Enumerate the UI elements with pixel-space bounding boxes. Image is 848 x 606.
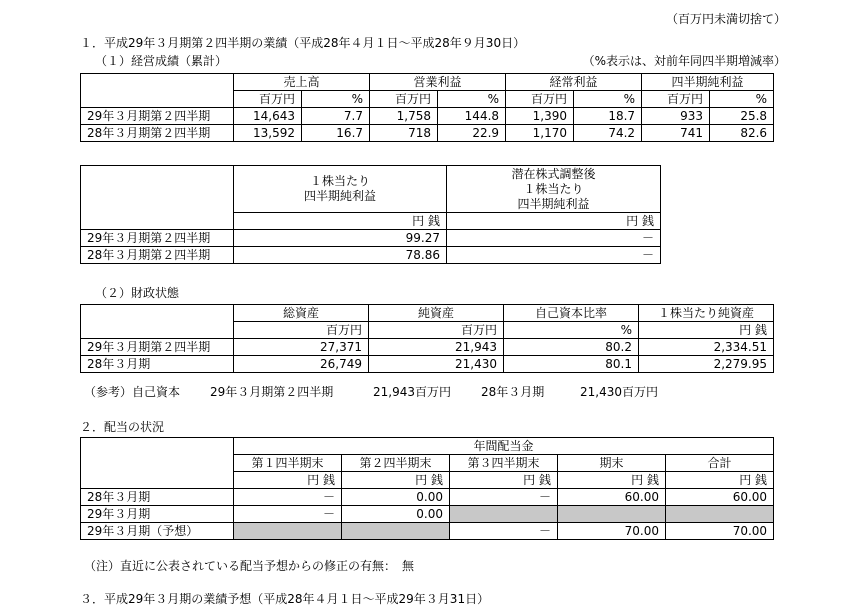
value-cell: 22.9 xyxy=(438,125,506,142)
sub1-title: （１）経営成績（累計） xyxy=(95,54,228,68)
value-cell: 78.86 xyxy=(234,247,447,264)
shaded-cell xyxy=(558,506,666,523)
header-total-assets: 総資産 xyxy=(234,305,369,322)
value-cell: － xyxy=(450,523,558,540)
unit-cell: % xyxy=(574,91,642,108)
unit-cell: 円 銭 xyxy=(234,472,342,489)
row-label: 28年３月期 xyxy=(81,356,234,373)
dividend-table xyxy=(80,437,774,540)
corner-cell xyxy=(81,322,234,339)
section2-title: ２．配当の状況 xyxy=(80,420,165,434)
unit-cell: 百万円 xyxy=(234,91,302,108)
value-cell: 14,643 xyxy=(234,108,302,125)
value-cell: 60.00 xyxy=(558,489,666,506)
value-cell: 70.00 xyxy=(558,523,666,540)
dividend-note: （注）直近に公表されている配当予想からの修正の有無： 無 xyxy=(84,559,415,573)
value-cell: 80.1 xyxy=(504,356,639,373)
shaded-cell xyxy=(666,506,774,523)
header-annual-dividend: 年間配当金 xyxy=(234,438,774,455)
section1-title: １．平成29年３月期第２四半期の業績（平成28年４月１日～平成28年９月30日） xyxy=(80,36,526,50)
section3-title: ３．平成29年３月期の業績予想（平成28年４月１日～平成29年３月31日） xyxy=(80,592,490,606)
row-label: 29年３月期第２四半期 xyxy=(81,108,234,125)
value-cell: 2,334.51 xyxy=(639,339,774,356)
unit-cell: 百万円 xyxy=(369,322,504,339)
unit-cell: 百万円 xyxy=(370,91,438,108)
value-cell: 25.8 xyxy=(710,108,774,125)
value-cell: 741 xyxy=(642,125,710,142)
value-cell: 80.2 xyxy=(504,339,639,356)
corner-cell xyxy=(81,74,234,91)
ref-label: （参考）自己資本 xyxy=(84,385,181,399)
value-cell: 7.7 xyxy=(302,108,370,125)
unit-cell: 円 銭 xyxy=(558,472,666,489)
value-cell: － xyxy=(447,230,661,247)
header-total: 合計 xyxy=(666,455,774,472)
shaded-cell xyxy=(450,506,558,523)
value-cell: － xyxy=(450,489,558,506)
header-q2: 第２四半期末 xyxy=(342,455,450,472)
header-q3: 第３四半期末 xyxy=(450,455,558,472)
value-cell: 99.27 xyxy=(234,230,447,247)
unit-cell: % xyxy=(302,91,370,108)
header-eps-line2: 四半期純利益 xyxy=(303,189,376,203)
financial-position-table xyxy=(80,304,774,373)
header-diluted-eps-line2: １株当たり xyxy=(523,181,584,196)
header-diluted-eps xyxy=(447,166,661,213)
value-cell: － xyxy=(234,489,342,506)
sub2-title: （２）財政状態 xyxy=(95,286,180,300)
table-row xyxy=(81,108,774,125)
corner-cell xyxy=(81,438,234,455)
header-operating-income: 営業利益 xyxy=(370,74,506,91)
unit-cell: % xyxy=(504,322,639,339)
table-row xyxy=(81,247,661,264)
unit-cell: 百万円 xyxy=(506,91,574,108)
header-bps: １株当たり純資産 xyxy=(639,305,774,322)
corner-cell xyxy=(81,166,234,213)
value-cell: 0.00 xyxy=(342,489,450,506)
value-cell: 21,430 xyxy=(369,356,504,373)
value-cell: 82.6 xyxy=(710,125,774,142)
table-row xyxy=(81,339,774,356)
corner-cell xyxy=(81,472,234,489)
table-row xyxy=(81,506,774,523)
value-cell: 18.7 xyxy=(574,108,642,125)
row-label: 29年３月期 xyxy=(81,506,234,523)
header-diluted-eps-line3: 四半期純利益 xyxy=(517,196,590,211)
value-cell: 16.7 xyxy=(302,125,370,142)
unit-cell: % xyxy=(710,91,774,108)
row-label: 28年３月期第２四半期 xyxy=(81,247,234,264)
value-cell: － xyxy=(447,247,661,264)
value-cell: 70.00 xyxy=(666,523,774,540)
value-cell: 144.8 xyxy=(438,108,506,125)
header-eps xyxy=(234,166,447,213)
corner-cell xyxy=(81,91,234,108)
table-row xyxy=(81,489,774,506)
row-label: 29年３月期（予想） xyxy=(81,523,234,540)
table-row xyxy=(81,230,661,247)
value-cell: 1,390 xyxy=(506,108,574,125)
table-row xyxy=(81,356,774,373)
shaded-cell xyxy=(342,523,450,540)
row-label: 28年３月期第２四半期 xyxy=(81,125,234,142)
header-sales: 売上高 xyxy=(234,74,370,91)
value-cell: 26,749 xyxy=(234,356,369,373)
ref-value2: 21,430百万円 xyxy=(580,385,658,399)
header-year-end: 期末 xyxy=(558,455,666,472)
unit-cell: 円 銭 xyxy=(666,472,774,489)
value-cell: 2,279.95 xyxy=(639,356,774,373)
sub1-note: （%表示は、対前年同四半期増減率） xyxy=(582,54,786,68)
shaded-cell xyxy=(234,523,342,540)
header-equity-ratio: 自己資本比率 xyxy=(504,305,639,322)
value-cell: 0.00 xyxy=(342,506,450,523)
operating-results-table xyxy=(80,73,774,142)
value-cell: 74.2 xyxy=(574,125,642,142)
ref-period2: 28年３月期 xyxy=(481,385,545,399)
row-label: 29年３月期第２四半期 xyxy=(81,339,234,356)
value-cell: 1,758 xyxy=(370,108,438,125)
value-cell: 933 xyxy=(642,108,710,125)
value-cell: 1,170 xyxy=(506,125,574,142)
header-q1: 第１四半期末 xyxy=(234,455,342,472)
value-cell: 13,592 xyxy=(234,125,302,142)
unit-cell: 百万円 xyxy=(642,91,710,108)
corner-cell xyxy=(81,305,234,322)
unit-cell: 円 銭 xyxy=(234,213,447,230)
ref-value1: 21,943百万円 xyxy=(373,385,451,399)
value-cell: 718 xyxy=(370,125,438,142)
per-share-table xyxy=(80,165,661,264)
value-cell: 27,371 xyxy=(234,339,369,356)
header-diluted-eps-line1: 潜在株式調整後 xyxy=(511,166,596,181)
unit-cell: 百万円 xyxy=(234,322,369,339)
table-row xyxy=(81,125,774,142)
unit-cell: % xyxy=(438,91,506,108)
unit-cell: 円 銭 xyxy=(447,213,661,230)
unit-note: （百万円未満切捨て） xyxy=(665,12,786,26)
row-label: 28年３月期 xyxy=(81,489,234,506)
row-label: 29年３月期第２四半期 xyxy=(81,230,234,247)
value-cell: 60.00 xyxy=(666,489,774,506)
header-ordinary-income: 経常利益 xyxy=(506,74,642,91)
unit-cell: 円 銭 xyxy=(342,472,450,489)
unit-cell: 円 銭 xyxy=(450,472,558,489)
value-cell: 21,943 xyxy=(369,339,504,356)
corner-cell xyxy=(81,455,234,472)
ref-period1: 29年３月期第２四半期 xyxy=(210,385,334,399)
unit-cell: 円 銭 xyxy=(639,322,774,339)
corner-cell xyxy=(81,213,234,230)
table-row xyxy=(81,523,774,540)
value-cell: － xyxy=(234,506,342,523)
header-net-assets: 純資産 xyxy=(369,305,504,322)
header-net-income: 四半期純利益 xyxy=(642,74,774,91)
header-eps-line1: １株当たり xyxy=(309,174,370,188)
